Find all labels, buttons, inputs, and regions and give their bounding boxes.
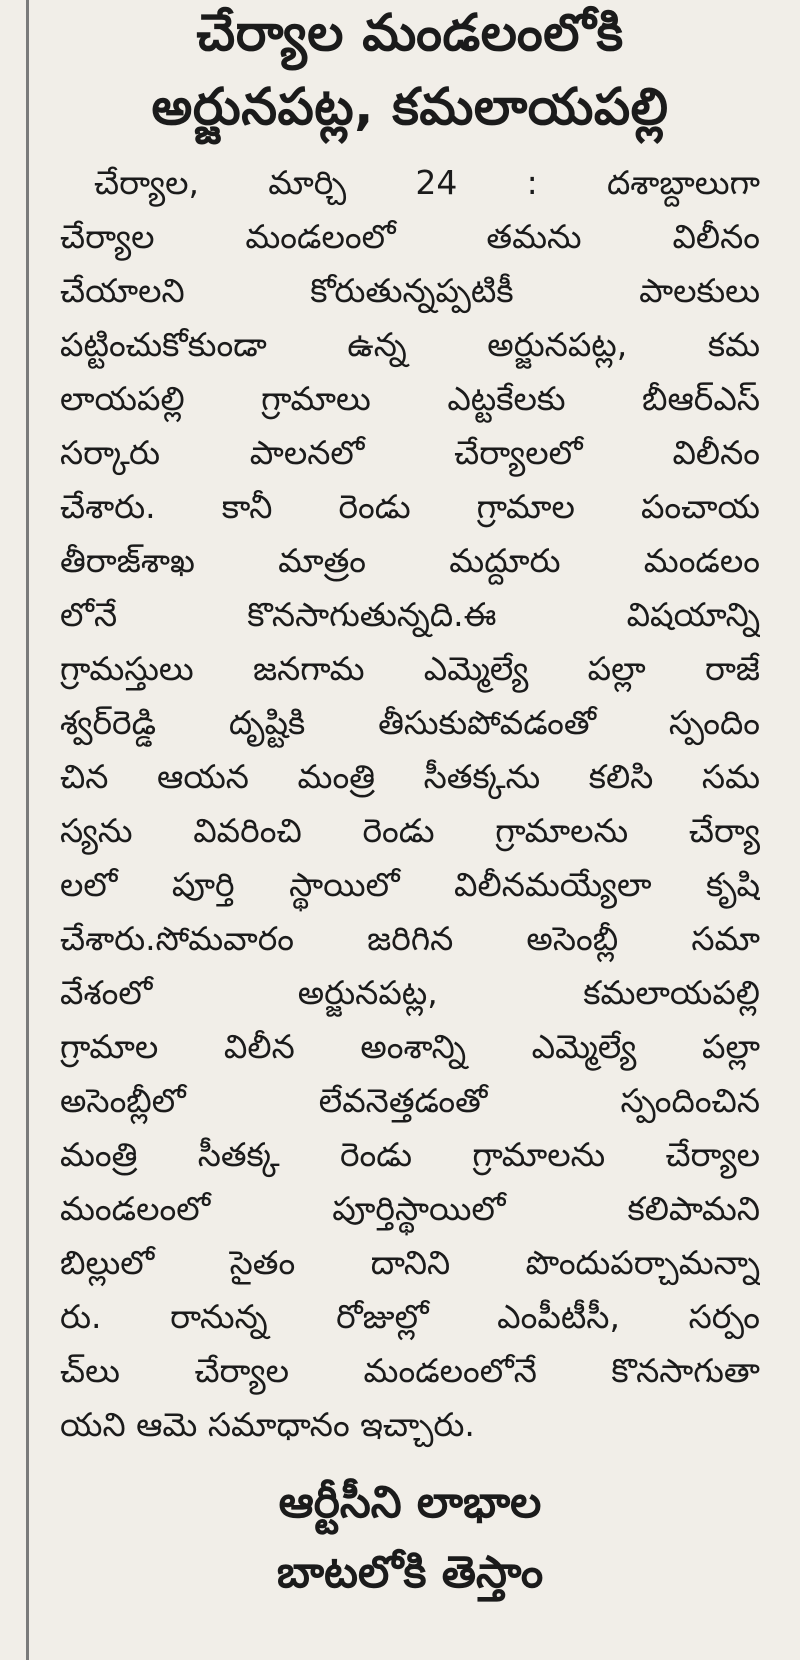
body-line: చేశారు. కానీ రెండు గ్రామాల పంచాయ [60, 487, 760, 526]
body-line: చేయాలని కోరుతున్నప్పటికీ పాలకులు [60, 271, 760, 310]
body-line: బిల్లులో సైతం దానిని పొందుపర్చామన్నా [60, 1243, 760, 1282]
body-line: చ్‌లు చేర్యాల మండలంలోనే కొనసాగుతా [60, 1351, 760, 1390]
headline-line-2: అర్జునపట్ల, కమలాయపల్లి [151, 78, 669, 137]
next-article-headline [60, 1468, 760, 1608]
article-headline [60, 0, 760, 156]
body-line: మండలంలో పూర్తిస్థాయిలో కలిపామని [60, 1189, 760, 1228]
column-divider [26, 0, 29, 1660]
body-line: వేశంలో అర్జునపట్ల, కమలాయపల్లి [60, 973, 760, 1012]
next-headline-line-1: ఆర్టీసీని లాభాల [278, 1477, 542, 1528]
body-line: రు. రానున్న రోజుల్లో ఎంపీటీసీ, సర్పం [60, 1297, 760, 1336]
body-line: అసెంబ్లీలో లేవనెత్తడంతో స్పందించిన [60, 1081, 760, 1120]
body-line: యని ఆమె సమాధానం ఇచ్చారు. [60, 1405, 475, 1444]
body-line: శ్వర్‌రెడ్డి దృష్టికి తీసుకుపోవడంతో స్పందిం [60, 703, 760, 742]
article-body [60, 156, 760, 1452]
body-line: గ్రామస్తులు జనగామ ఎమ్మెల్యే పల్లా రాజే [60, 649, 760, 688]
body-line: సర్కారు పాలనలో చేర్యాలలో విలీనం [60, 433, 760, 472]
body-line: చేర్యాల మండలంలో తమను విలీనం [60, 217, 760, 256]
news-article [60, 0, 760, 1660]
next-headline-line-2: బాటలోకి తెస్తాం [276, 1547, 544, 1598]
body-line: చిన ఆయన మంత్రి సీతక్కను కలిసి సమ [60, 757, 760, 796]
body-line: గ్రామాల విలీన అంశాన్ని ఎమ్మెల్యే పల్లా [60, 1027, 760, 1066]
body-line: చేర్యాల, మార్చి 24 : దశాబ్దాలుగా [94, 163, 760, 202]
body-line: లోనే కొనసాగుతున్నది.ఈ విషయాన్ని [60, 595, 760, 634]
body-line: స్యను వివరించి రెండు గ్రామాలను చేర్యా [60, 811, 760, 850]
body-line: లలో పూర్తి స్థాయిలో విలీనమయ్యేలా కృషి [60, 865, 760, 904]
body-line: చేశారు.సోమవారం జరిగిన అసెంబ్లీ సమా [60, 919, 760, 958]
body-line: లాయపల్లి గ్రామాలు ఎట్టకేలకు బీఆర్ఎస్ [60, 379, 760, 418]
body-line: తీరాజ్‌శాఖ మాత్రం మద్దూరు మండలం [60, 541, 760, 580]
body-line: పట్టించుకోకుండా ఉన్న అర్జునపట్ల, కమ [60, 325, 760, 364]
body-line: మంత్రి సీతక్క రెండు గ్రామాలను చేర్యాల [60, 1135, 760, 1174]
headline-line-1: చేర్యాల మండలంలోకి [196, 4, 624, 63]
